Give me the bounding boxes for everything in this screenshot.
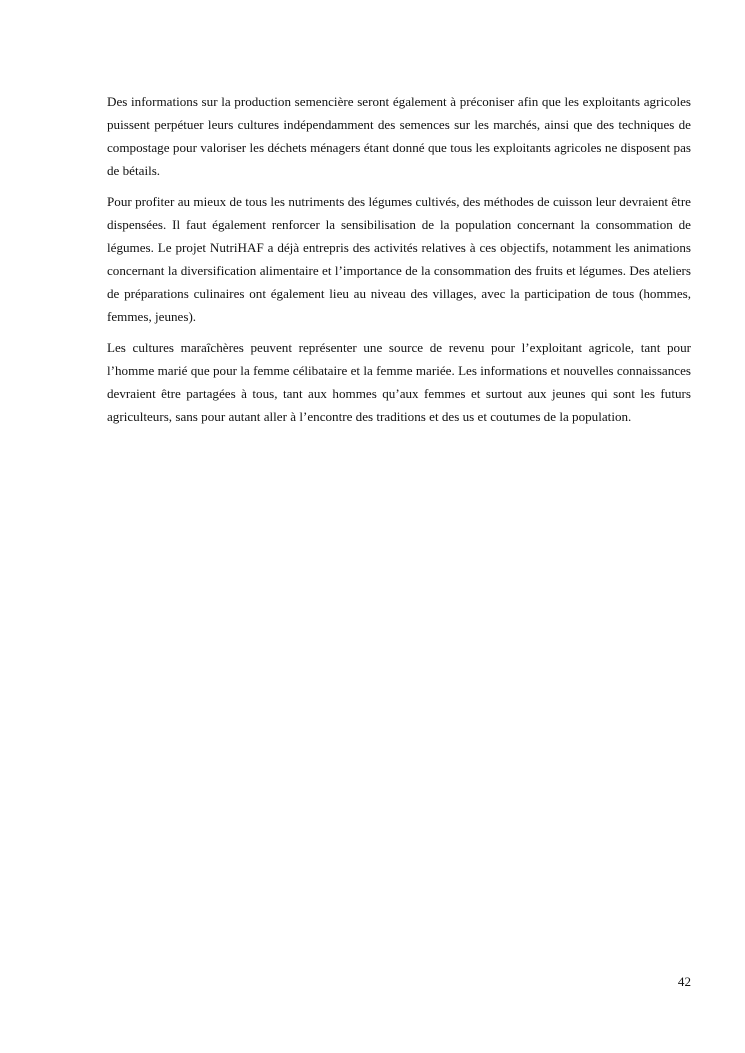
paragraph-cooking-methods: Pour profiter au mieux de tous les nutriments des légumes cultivés, des méthodes de cuisson leur devraient être dispensées. Il faut également renforcer la sensibilisation de la population concernant la consommation de légumes. Le projet NutriHAF a déjà entrepris des activités relatives à ces objectifs, notamment les animations concernant la diversification alimentaire et l’importance de la consommation des fruits et légumes. Des ateliers de préparations culinaires ont également lieu au niveau des villages, avec la participation de tous (hommes, femmes, jeunes). (107, 194, 691, 324)
body-text (107, 90, 691, 436)
page-number: 42 (677, 974, 691, 989)
paragraph-seed-production: Des informations sur la production semencière seront également à préconiser afin que les exploitants agricoles puissent perpétuer leurs cultures indépendamment des semences sur les marchés, ainsi que des techniques de compostage pour valoriser les déchets ménagers étant donné que tous les exploitants agricoles ne disposent pas de bétails. (107, 94, 691, 178)
paragraph-income-source: Les cultures maraîchères peuvent représenter une source de revenu pour l’exploitant agricole, tant pour l’homme marié que pour la femme célibataire et la femme mariée. Les informations et nouvelles connaissances devraient être partagées à tous, tant aux hommes qu’aux femmes et surtout aux jeunes qui sont les futurs agriculteurs, sans pour autant aller à l’encontre des traditions et des us et coutumes de la population. (107, 340, 691, 424)
